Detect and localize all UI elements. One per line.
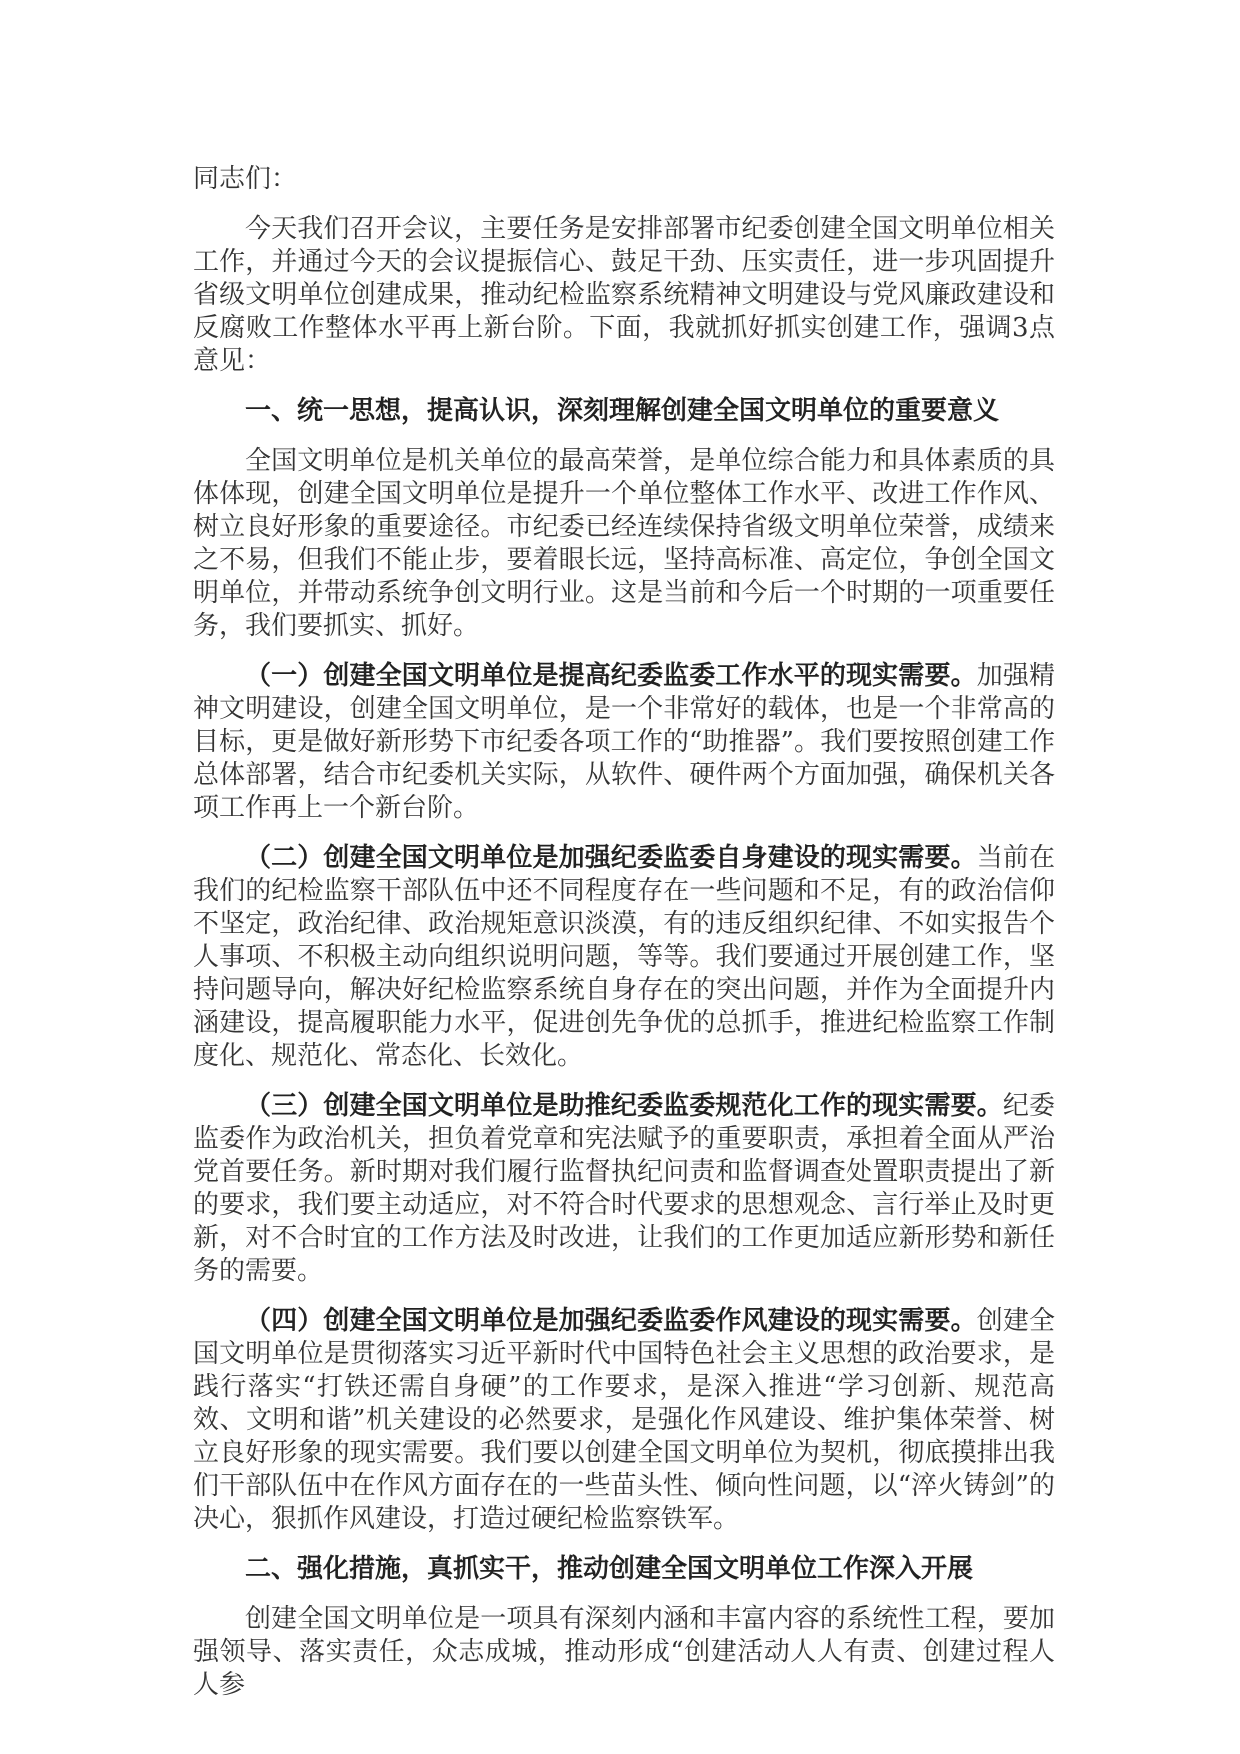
salutation: 同志们： — [193, 164, 298, 194]
point-3-text: 纪委监委作为政治机关，担负着党章和宪法赋予的重要职责，承担着全面从严治党首要任务。新时期对我们履行监督执纪问责和监督调查处置职责提出了新的要求，我们要主动适应，对不符合时代要求的思想观念、言行举止及时更新，对不合时宜的工作方法及时改进，让我们的工作更加适应新形势和新任务的需要。 — [193, 1091, 1055, 1286]
section-1-heading: 一、统一思想，提高认识，深刻理解创建全国文明单位的重要意义 — [245, 396, 1000, 426]
section-2-paragraph: 创建全国文明单位是一项具有深刻内涵和丰富内容的系统性工程，要加强领导、落实责任，众志成城，推动形成“创建活动人人有责、创建过程人人参 — [193, 1604, 1055, 1700]
point-3-paragraph — [193, 1090, 1055, 1288]
point-4-text: 创建全国文明单位是贯彻落实习近平新时代中国特色社会主义思想的政治要求，是践行落实“打铁还需自身硬”的工作要求，是深入推进“学习创新、规范高效、文明和谐”机关建设的必然要求，是强化作风建设、维护集体荣誉、树立良好形象的现实需要。我们要以创建全国文明单位为契机，彻底摸排出我们干部队伍中在作风方面存在的一些苗头性、倾向性问题，以“淬火铸剑”的决心，狠抓作风建设，打造过硬纪检监察铁军。 — [193, 1306, 1055, 1534]
section-1-paragraph: 全国文明单位是机关单位的最高荣誉，是单位综合能力和具体素质的具体体现，创建全国文明单位是提升一个单位整体工作水平、改进工作作风、树立良好形象的重要途径。市纪委已经连续保持省级文明单位荣誉，成绩来之不易，但我们不能止步，要着眼长远，坚持高标准、高定位，争创全国文明单位，并带动系统争创文明行业。这是当前和今后一个时期的一项重要任务，我们要抓实、抓好。 — [193, 446, 1055, 641]
point-2-text: 当前在我们的纪检监察干部队伍中还不同程度存在一些问题和不足，有的政治信仰不坚定，政治纪律、政治规矩意识淡漠，有的违反组织纪律、不如实报告个人事项、不积极主动向组织说明问题，等等。我们要通过开展创建工作，坚持问题导向，解决好纪检监察系统自身存在的突出问题，并作为全面提升内涵建设，提高履职能力水平，促进创先争优的总抓手，推进纪检监察工作制度化、规范化、常态化、长效化。 — [193, 843, 1055, 1071]
point-1-text: 加强精神文明建设，创建全国文明单位，是一个非常好的载体，也是一个非常高的目标，更是做好新形势下市纪委各项工作的“助推器”。我们要按照创建工作总体部署，结合市纪委机关实际，从软件、硬件两个方面加强，确保机关各项工作再上一个新台阶。 — [193, 661, 1055, 823]
point-1-paragraph — [193, 660, 1055, 825]
point-3-title: （三）创建全国文明单位是助推纪委监委规范化工作的现实需要。 — [245, 1091, 1003, 1121]
point-2-title: （二）创建全国文明单位是加强纪委监委自身建设的现实需要。 — [245, 843, 977, 873]
document-body — [193, 163, 1055, 1719]
section-2-heading: 二、强化措施，真抓实干，推动创建全国文明单位工作深入开展 — [245, 1554, 974, 1584]
point-1-title: （一）创建全国文明单位是提高纪委监委工作水平的现实需要。 — [245, 661, 977, 691]
point-2-paragraph — [193, 842, 1055, 1073]
point-4-paragraph — [193, 1305, 1055, 1536]
intro-paragraph: 今天我们召开会议，主要任务是安排部署市纪委创建全国文明单位相关工作，并通过今天的会议提振信心、鼓足干劲、压实责任，进一步巩固提升省级文明单位创建成果，推动纪检监察系统精神文明建设与党风廉政建设和反腐败工作整体水平再上新台阶。下面，我就抓好抓实创建工作，强调3点意见： — [193, 214, 1055, 376]
point-4-title: （四）创建全国文明单位是加强纪委监委作风建设的现实需要。 — [245, 1306, 977, 1336]
